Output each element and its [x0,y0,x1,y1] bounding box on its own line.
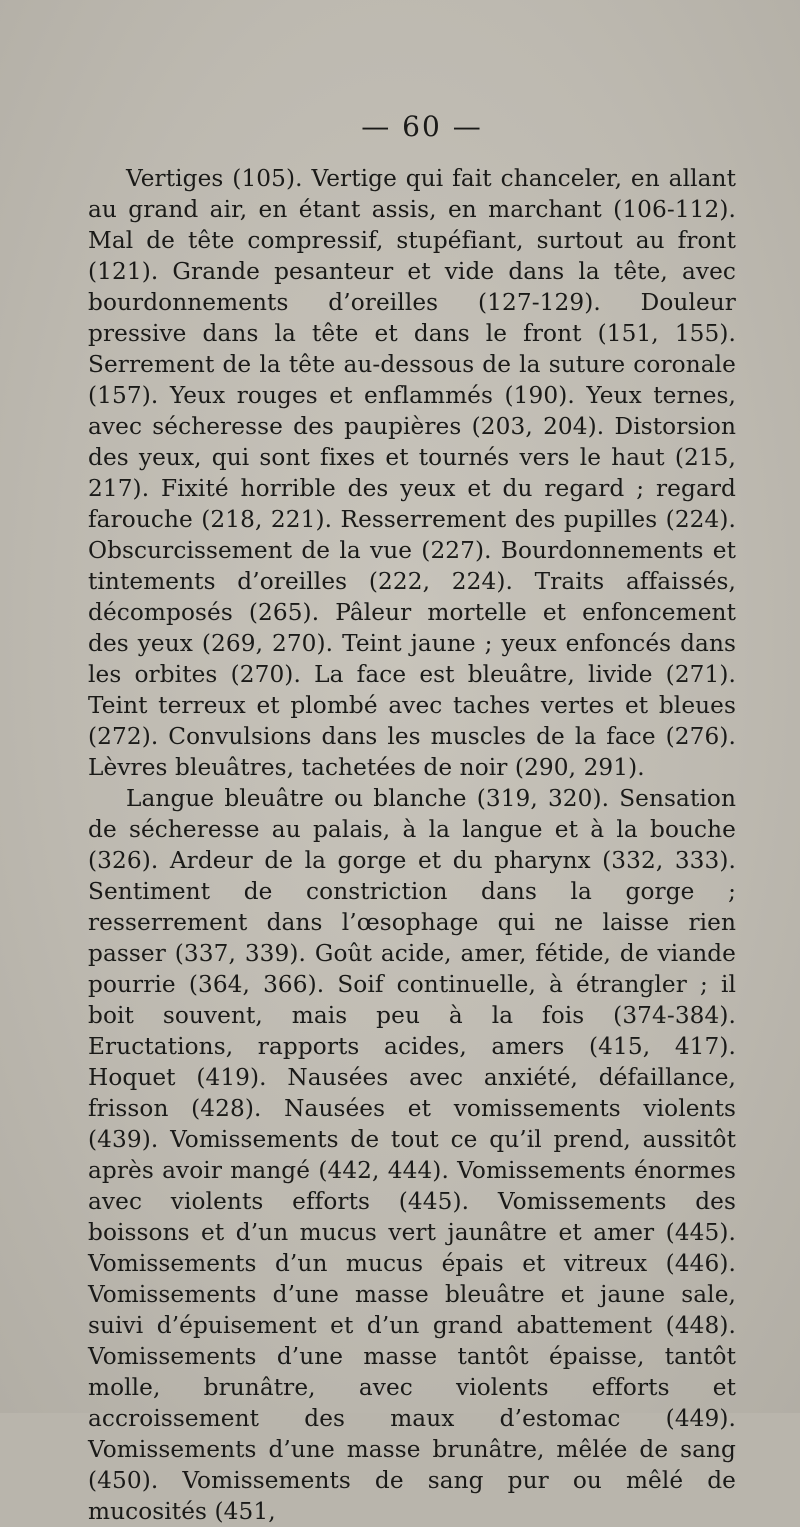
paragraph-head-eyes-face: Vertiges (105). Vertige qui fait chanceler, en allant au grand air, en étant assis, en marchant (106-112). Mal de tête compressif, stupéfiant, surtout au front (121). Grande pesanteur et vide dans la tête, avec bourdonnements d’oreilles (127-129). Douleur pressive dans la tête et dans le front (151, 155). Serrement de la tête au-dessous de la suture coronale (157). Yeux rouges et enflammés (190). Yeux ternes, avec sécheresse des paupières (203, 204). Distorsion des yeux, qui sont fixes et tournés vers le haut (215, 217). Fixité horrible des yeux et du regard ; regard farouche (218, 221). Resserrement des pupilles (224). Obscurcissement de la vue (227). Bourdonnements et tintements d’oreilles (222, 224). Traits affaissés, décomposés (265). Pâleur mortelle et enfoncement des yeux (269, 270). Teint jaune ; yeux enfoncés dans les orbites (270). La face est bleuâtre, livide (271). Teint terreux et plombé avec taches vertes et bleues (272). Convulsions dans les muscles de la face (276). Lèvres bleuâtres, tachetées de noir (290, 291). [88,165,736,781]
page-number: — 60 — [361,110,483,143]
paragraph-mouth-stomach: Langue bleuâtre ou blanche (319, 320). Sensation de sécheresse au palais, à la langue et à la bouche (326). Ardeur de la gorge et du pharynx (332, 333). Sentiment de constriction dans la gorge ; resserrement dans l’œsophage qui ne laisse rien passer (337, 339). Goût acide, amer, fétide, de viande pourrie (364, 366). Soif continuelle, à étrangler ; il boit souvent, mais peu à la fois (374-384). Eructations, rapports acides, amers (415, 417). Hoquet (419). Nausées avec anxiété, défaillance, frisson (428). Nausées et vomissements violents (439). Vomissements de tout ce qu’il prend, aussitôt après avoir mangé (442, 444). Vomissements énormes avec violents efforts (445). Vomissements des boissons et d’un mucus vert jaunâtre et amer (445). Vomissements d’un mucus épais et vitreux (446). Vomissements d’une masse bleuâtre et jaune sale, suivi d’épuisement et d’un grand abattement (448). Vomissements d’une masse tantôt épaisse, tantôt molle, brunâtre, avec violents efforts et accroissement des maux d’estomac (449). Vomissements d’une masse brunâtre, mêlée de sang (450). Vomissements de sang pur ou mêlé de mucosités (451, [88,785,736,1525]
